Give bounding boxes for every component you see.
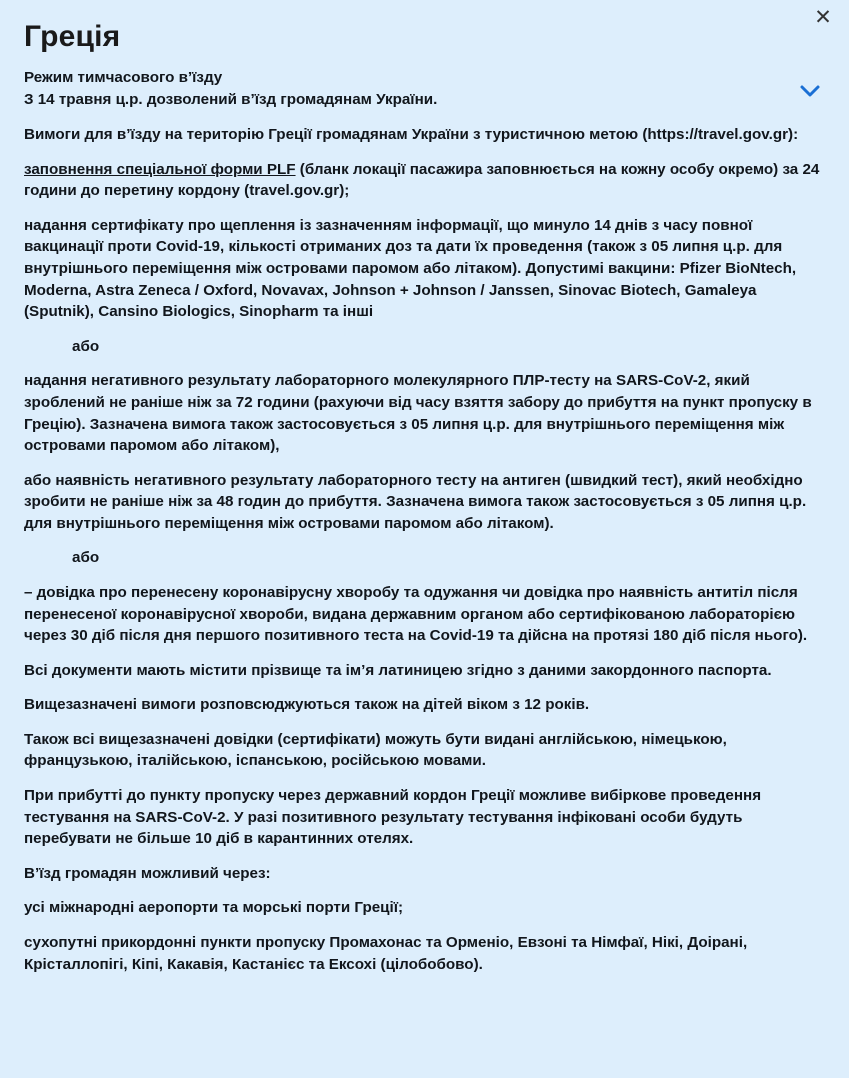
random-testing-note: При прибутті до пункту пропуску через державний кордон Греції можливе вибіркове проведення тестування на SARS-CoV-2. У разі позитивного результату тестування інфіковані особи будуть перебувати не більше 10 діб в карантинних отелях. (24, 787, 762, 848)
recovery-certificate-requirement: – довідка про перенесену коронавірусну хворобу та одужання чи довідка про наявність антитіл після перенесеної коронавірусної хвороби, видана державним органом або сертифікованою лабораторією через 30 діб після дня першого позитивного теста на Covid-19 та дійсна на протязі 180 діб після нього). (24, 583, 808, 645)
latin-names-note: Всі документи мають містити прізвище та ім’я латиницею згідно з даними закордонного паспорта. (24, 661, 772, 679)
vaccination-requirement: надання сертифікату про щеплення із зазначенням інформації, що минуло 14 днів з часу повної вакцинації проти Covid-19, кількості отриманих доз та дати їх проведення (також з 05 липня ц.р. для внутрішнього переміщення між островами паромом або літаком). Допустимі вакцини: Pfizer BioNtech, Moderna, Astra Zeneca / Oxford, Novavax, Johnson + Johnson / Janssen, Sinovac Biotech, Gamaleya (Sputnik), Cansino Biologics, Sinopharm та інші (24, 216, 797, 321)
plf-form-link[interactable]: заповнення спеціальної форми PLF (24, 160, 296, 178)
accepted-languages-note: Також всі вищезазначені довідки (сертифікати) можуть бути видані англійською, німецькою, французькою, італійською, іспанською, російською мовами. (24, 730, 727, 770)
entry-regime-date: З 14 травня ц.р. дозволений в’їзд громадянам України. (24, 90, 438, 108)
chevron-down-icon[interactable] (797, 78, 823, 104)
entry-regime-block (24, 67, 823, 110)
plf-requirement (24, 159, 823, 202)
page-title: Греція (24, 20, 121, 53)
entry-regime-heading: Режим тимчасового в’їзду (24, 69, 223, 86)
pcr-test-requirement: надання негативного результату лабораторного молекулярного ПЛР-тесту на SARS-CoV-2, який зроблений не раніше ніж за 72 години (рахуючи від часу взяття забору до прибуття на пункт пропуску в Грецію). Зазначена вимога також застосовується з 05 липня ц.р. для внутрішнього переміщення між островами паромом або літаком), (24, 372, 812, 455)
requirements-intro: Вимоги для в’їзду на територію Греції громадянам України з туристичною метою (https://travel.gov.gr): (24, 126, 799, 144)
antigen-test-requirement: або наявність негативного результату лабораторного тесту на антиген (швидкий тест), який необхідно зробити не раніше ніж за 48 годин до прибуття. Зазначена вимога також застосовується з 05 липня ц.р. для внутрішнього переміщення між островами паромом або літаком). (24, 471, 807, 532)
or-separator-1: або (72, 337, 100, 355)
or-separator-2: або (72, 549, 100, 567)
close-icon[interactable]: ✕ (814, 6, 832, 29)
entry-points-heading: В’їзд громадян можливий через: (24, 864, 271, 882)
plf-requirement-text: (бланк локації пасажира заповнюється на кожну особу окремо) за 24 години до перетину кордону (travel.gov.gr); (24, 160, 820, 200)
entry-points-land-borders: сухопутні прикордонні пункти пропуску Промахонас та Орменіо, Евзоні та Німфаї, Нікі, Доірані, Крісталлопігі, Кіпі, Какавія, Кастанієс та Ексохі (цілобобово). (24, 933, 748, 973)
children-age-note: Вищезазначені вимоги розповсюджуються також на дітей віком з 12 років. (24, 696, 590, 714)
entry-points-airports: усі міжнародні аеропорти та морські порти Греції; (24, 899, 404, 917)
